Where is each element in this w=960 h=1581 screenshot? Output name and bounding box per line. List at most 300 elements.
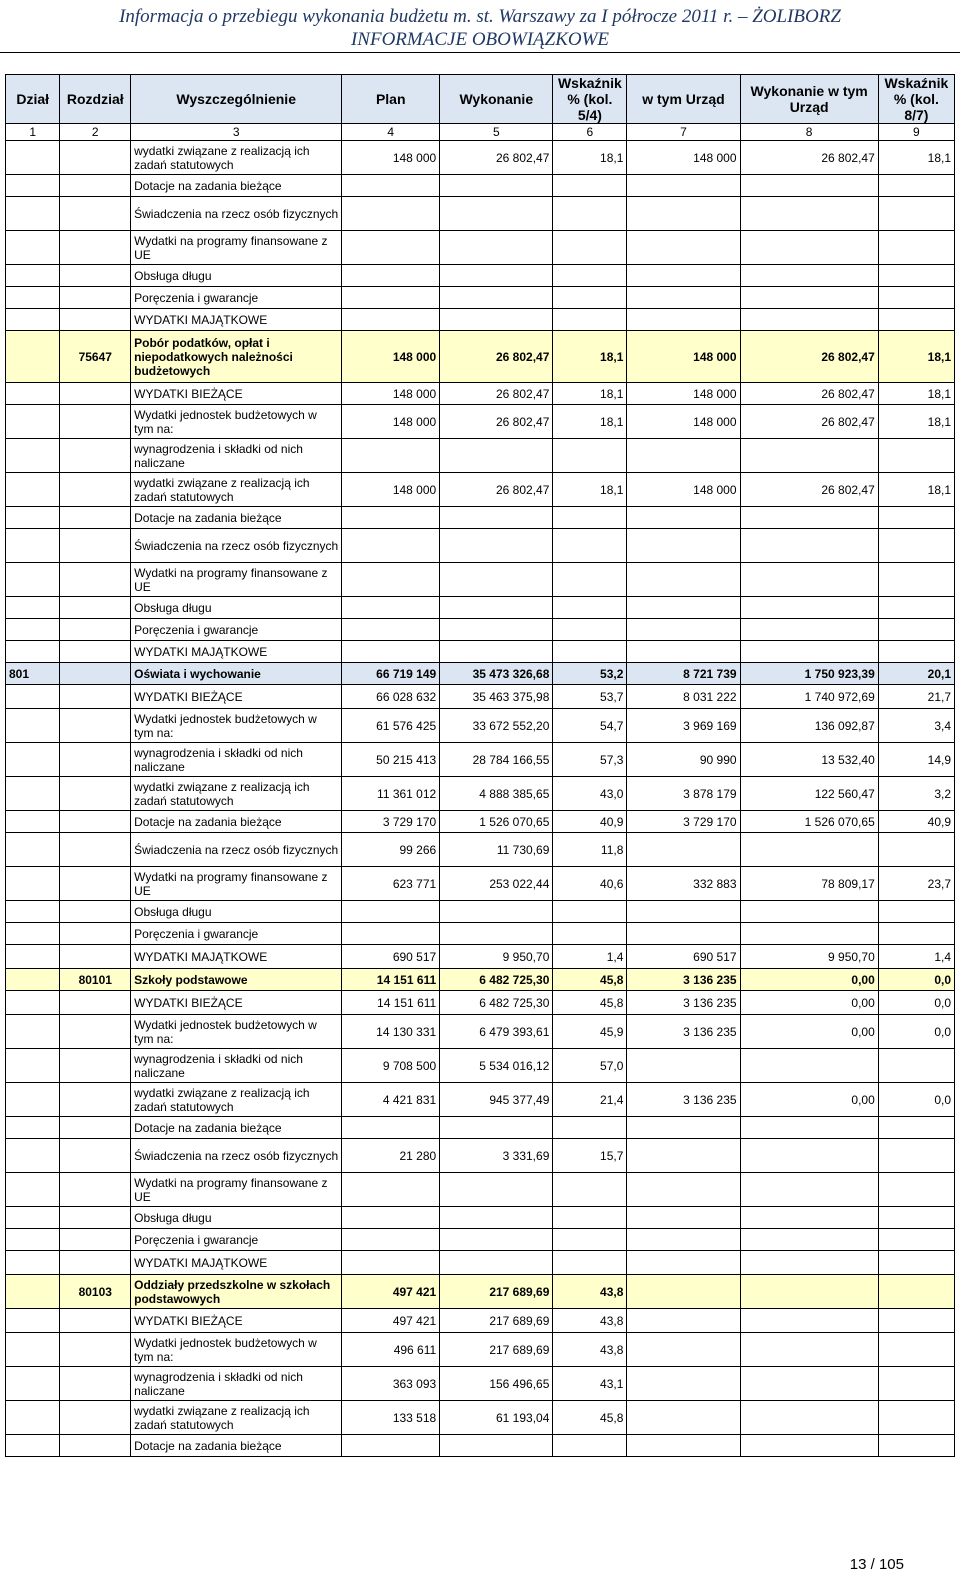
plan-cell: 497 421 xyxy=(342,1275,440,1309)
wykonanie-urzad-cell xyxy=(740,563,878,597)
wykonanie-cell: 253 022,44 xyxy=(440,867,553,901)
dzial-cell xyxy=(6,309,60,331)
w-tym-urzad-cell xyxy=(627,309,740,331)
description-cell: Wydatki na programy finansowane z UE xyxy=(131,1173,342,1207)
wykonanie-urzad-cell: 1 750 923,39 xyxy=(740,663,878,685)
wskaznik-cell xyxy=(553,529,627,563)
plan-cell: 14 151 611 xyxy=(342,969,440,991)
rozdzial-cell xyxy=(60,663,131,685)
table-row xyxy=(6,507,955,529)
wskaznik-urzad-cell xyxy=(878,1049,954,1083)
wykonanie-cell xyxy=(440,563,553,597)
col-header-wskaznik-urzad: Wskaźnik % (kol. 8/7) xyxy=(878,75,954,124)
description-cell: Dotacje na zadania bieżące xyxy=(131,175,342,197)
wskaznik-cell xyxy=(553,507,627,529)
table-row xyxy=(6,833,955,867)
plan-cell xyxy=(342,231,440,265)
rozdzial-cell xyxy=(60,439,131,473)
wskaznik-urzad-cell: 14,9 xyxy=(878,743,954,777)
dzial-cell xyxy=(6,265,60,287)
wykonanie-cell: 945 377,49 xyxy=(440,1083,553,1117)
wskaznik-urzad-cell xyxy=(878,1401,954,1435)
col-header-w-tym-urzad: w tym Urząd xyxy=(627,75,740,124)
dzial-cell xyxy=(6,1139,60,1173)
description-cell: WYDATKI MAJĄTKOWE xyxy=(131,309,342,331)
rozdzial-cell: 75647 xyxy=(60,331,131,383)
description-cell: Oświata i wychowanie xyxy=(131,663,342,685)
wskaznik-urzad-cell: 18,1 xyxy=(878,383,954,405)
dzial-cell xyxy=(6,685,60,709)
description-cell: WYDATKI MAJĄTKOWE xyxy=(131,945,342,969)
w-tym-urzad-cell: 148 000 xyxy=(627,141,740,175)
plan-cell: 497 421 xyxy=(342,1309,440,1333)
wskaznik-cell xyxy=(553,619,627,641)
rozdzial-cell xyxy=(60,867,131,901)
table-row xyxy=(6,1015,955,1049)
plan-cell xyxy=(342,507,440,529)
plan-cell xyxy=(342,563,440,597)
dzial-cell xyxy=(6,1049,60,1083)
wykonanie-cell: 3 331,69 xyxy=(440,1139,553,1173)
wskaznik-urzad-cell xyxy=(878,265,954,287)
description-cell: Obsługa długu xyxy=(131,1207,342,1229)
description-cell: wydatki związane z realizacją ich zadań statutowych xyxy=(131,141,342,175)
wykonanie-cell: 26 802,47 xyxy=(440,383,553,405)
description-cell: WYDATKI BIEŻĄCE xyxy=(131,383,342,405)
wskaznik-cell xyxy=(553,1207,627,1229)
dzial-cell xyxy=(6,231,60,265)
rozdzial-cell: 80101 xyxy=(60,969,131,991)
wykonanie-urzad-cell xyxy=(740,265,878,287)
rozdzial-cell xyxy=(60,811,131,833)
col-number: 8 xyxy=(740,124,878,141)
wykonanie-cell xyxy=(440,923,553,945)
wskaznik-cell xyxy=(553,1117,627,1139)
wskaznik-urzad-cell xyxy=(878,901,954,923)
description-cell: wynagrodzenia i składki od nich naliczane xyxy=(131,743,342,777)
wskaznik-cell xyxy=(553,901,627,923)
wykonanie-urzad-cell xyxy=(740,1207,878,1229)
plan-cell: 61 576 425 xyxy=(342,709,440,743)
dzial-cell: 801 xyxy=(6,663,60,685)
table-row xyxy=(6,1083,955,1117)
rozdzial-cell xyxy=(60,743,131,777)
plan-cell xyxy=(342,923,440,945)
wskaznik-cell: 18,1 xyxy=(553,405,627,439)
wykonanie-urzad-cell: 1 526 070,65 xyxy=(740,811,878,833)
dzial-cell xyxy=(6,1117,60,1139)
rozdzial-cell xyxy=(60,1117,131,1139)
wskaznik-urzad-cell xyxy=(878,1435,954,1457)
wskaznik-cell: 43,8 xyxy=(553,1309,627,1333)
rozdzial-cell xyxy=(60,1049,131,1083)
wykonanie-urzad-cell xyxy=(740,309,878,331)
wykonanie-cell: 156 496,65 xyxy=(440,1367,553,1401)
col-header-plan: Plan xyxy=(342,75,440,124)
wskaznik-cell: 57,0 xyxy=(553,1049,627,1083)
plan-cell: 11 361 012 xyxy=(342,777,440,811)
wykonanie-urzad-cell xyxy=(740,1309,878,1333)
column-header-row xyxy=(6,75,955,124)
rozdzial-cell xyxy=(60,141,131,175)
wskaznik-cell xyxy=(553,597,627,619)
wskaznik-cell: 45,8 xyxy=(553,991,627,1015)
col-header-wyszczegolnienie: Wyszczególnienie xyxy=(131,75,342,124)
wskaznik-urzad-cell xyxy=(878,529,954,563)
wykonanie-urzad-cell xyxy=(740,197,878,231)
wykonanie-urzad-cell: 26 802,47 xyxy=(740,383,878,405)
table-row xyxy=(6,641,955,663)
wykonanie-cell: 26 802,47 xyxy=(440,405,553,439)
wskaznik-urzad-cell xyxy=(878,439,954,473)
wskaznik-urzad-cell xyxy=(878,641,954,663)
dzial-cell xyxy=(6,1309,60,1333)
w-tym-urzad-cell xyxy=(627,901,740,923)
rozdzial-cell xyxy=(60,1309,131,1333)
wykonanie-urzad-cell: 26 802,47 xyxy=(740,141,878,175)
description-cell: Świadczenia na rzecz osób fizycznych xyxy=(131,1139,342,1173)
wskaznik-cell xyxy=(553,1173,627,1207)
description-cell: WYDATKI BIEŻĄCE xyxy=(131,1309,342,1333)
col-number: 2 xyxy=(60,124,131,141)
table-row xyxy=(6,141,955,175)
description-cell: wydatki związane z realizacją ich zadań statutowych xyxy=(131,1401,342,1435)
description-cell: Obsługa długu xyxy=(131,597,342,619)
description-cell: Pobór podatków, opłat i niepodatkowych należności budżetowych xyxy=(131,331,342,383)
plan-cell: 496 611 xyxy=(342,1333,440,1367)
wykonanie-cell xyxy=(440,1117,553,1139)
wskaznik-cell: 18,1 xyxy=(553,141,627,175)
wykonanie-urzad-cell xyxy=(740,1401,878,1435)
wykonanie-cell xyxy=(440,1229,553,1251)
rozdzial-cell xyxy=(60,1435,131,1457)
dzial-cell xyxy=(6,641,60,663)
dzial-cell xyxy=(6,1083,60,1117)
description-cell: Dotacje na zadania bieżące xyxy=(131,811,342,833)
wykonanie-cell xyxy=(440,287,553,309)
wykonanie-cell xyxy=(440,197,553,231)
wskaznik-urzad-cell xyxy=(878,197,954,231)
wykonanie-cell xyxy=(440,1435,553,1457)
plan-cell: 148 000 xyxy=(342,141,440,175)
table-row xyxy=(6,405,955,439)
wykonanie-cell: 4 888 385,65 xyxy=(440,777,553,811)
table-row xyxy=(6,619,955,641)
table-row xyxy=(6,709,955,743)
plan-cell: 66 028 632 xyxy=(342,685,440,709)
plan-cell xyxy=(342,1117,440,1139)
wykonanie-cell: 217 689,69 xyxy=(440,1333,553,1367)
wskaznik-urzad-cell: 40,9 xyxy=(878,811,954,833)
wykonanie-urzad-cell xyxy=(740,833,878,867)
wykonanie-urzad-cell xyxy=(740,439,878,473)
dzial-cell xyxy=(6,991,60,1015)
plan-cell: 3 729 170 xyxy=(342,811,440,833)
description-cell: Świadczenia na rzecz osób fizycznych xyxy=(131,529,342,563)
dzial-cell xyxy=(6,1207,60,1229)
rozdzial-cell xyxy=(60,777,131,811)
description-cell: wynagrodzenia i składki od nich naliczane xyxy=(131,439,342,473)
description-cell: wydatki związane z realizacją ich zadań statutowych xyxy=(131,1083,342,1117)
table-row xyxy=(6,1139,955,1173)
wykonanie-cell: 217 689,69 xyxy=(440,1275,553,1309)
table-row xyxy=(6,811,955,833)
wskaznik-urzad-cell: 3,4 xyxy=(878,709,954,743)
document-header-subtitle: INFORMACJE OBOWIĄZKOWE xyxy=(350,29,610,50)
description-cell: Obsługa długu xyxy=(131,901,342,923)
w-tym-urzad-cell: 332 883 xyxy=(627,867,740,901)
wykonanie-urzad-cell xyxy=(740,1333,878,1367)
w-tym-urzad-cell xyxy=(627,641,740,663)
wskaznik-urzad-cell: 0,0 xyxy=(878,1083,954,1117)
description-cell: Wydatki na programy finansowane z UE xyxy=(131,231,342,265)
table-row xyxy=(6,331,955,383)
w-tym-urzad-cell: 3 136 235 xyxy=(627,1083,740,1117)
table-row xyxy=(6,563,955,597)
col-number: 5 xyxy=(440,124,553,141)
rozdzial-cell xyxy=(60,405,131,439)
rozdzial-cell xyxy=(60,1207,131,1229)
wykonanie-cell: 6 482 725,30 xyxy=(440,991,553,1015)
plan-cell xyxy=(342,309,440,331)
w-tym-urzad-cell xyxy=(627,1435,740,1457)
dzial-cell xyxy=(6,197,60,231)
wykonanie-cell xyxy=(440,619,553,641)
description-cell: Świadczenia na rzecz osób fizycznych xyxy=(131,833,342,867)
wykonanie-cell xyxy=(440,1207,553,1229)
wskaznik-urzad-cell: 0,0 xyxy=(878,991,954,1015)
rozdzial-cell xyxy=(60,991,131,1015)
wskaznik-cell xyxy=(553,1229,627,1251)
rozdzial-cell xyxy=(60,1367,131,1401)
w-tym-urzad-cell xyxy=(627,1367,740,1401)
w-tym-urzad-cell xyxy=(627,619,740,641)
wskaznik-urzad-cell xyxy=(878,833,954,867)
description-cell: Poręczenia i gwarancje xyxy=(131,287,342,309)
wskaznik-cell: 1,4 xyxy=(553,945,627,969)
w-tym-urzad-cell: 3 136 235 xyxy=(627,1015,740,1049)
description-cell: Wydatki na programy finansowane z UE xyxy=(131,867,342,901)
wykonanie-cell xyxy=(440,231,553,265)
dzial-cell xyxy=(6,563,60,597)
wskaznik-cell xyxy=(553,1251,627,1275)
rozdzial-cell xyxy=(60,901,131,923)
plan-cell: 690 517 xyxy=(342,945,440,969)
budget-table xyxy=(5,74,955,1457)
wykonanie-urzad-cell xyxy=(740,1251,878,1275)
dzial-cell xyxy=(6,619,60,641)
rozdzial-cell xyxy=(60,1139,131,1173)
rozdzial-cell xyxy=(60,287,131,309)
wykonanie-urzad-cell: 26 802,47 xyxy=(740,473,878,507)
table-row xyxy=(6,901,955,923)
wykonanie-cell xyxy=(440,507,553,529)
wykonanie-urzad-cell: 136 092,87 xyxy=(740,709,878,743)
wskaznik-cell: 54,7 xyxy=(553,709,627,743)
description-cell: WYDATKI MAJĄTKOWE xyxy=(131,641,342,663)
wskaznik-urzad-cell: 20,1 xyxy=(878,663,954,685)
wskaznik-urzad-cell: 18,1 xyxy=(878,473,954,507)
table-row xyxy=(6,597,955,619)
table-row xyxy=(6,1401,955,1435)
description-cell: Wydatki jednostek budżetowych w tym na: xyxy=(131,1015,342,1049)
w-tym-urzad-cell: 3 136 235 xyxy=(627,991,740,1015)
plan-cell xyxy=(342,529,440,563)
table-row xyxy=(6,197,955,231)
description-cell: WYDATKI MAJĄTKOWE xyxy=(131,1251,342,1275)
wskaznik-cell: 43,1 xyxy=(553,1367,627,1401)
wykonanie-urzad-cell: 13 532,40 xyxy=(740,743,878,777)
wskaznik-cell: 57,3 xyxy=(553,743,627,777)
wskaznik-urzad-cell: 21,7 xyxy=(878,685,954,709)
table-row xyxy=(6,383,955,405)
wykonanie-urzad-cell xyxy=(740,641,878,663)
plan-cell xyxy=(342,1229,440,1251)
plan-cell: 4 421 831 xyxy=(342,1083,440,1117)
wskaznik-cell xyxy=(553,197,627,231)
rozdzial-cell xyxy=(60,1083,131,1117)
wykonanie-urzad-cell xyxy=(740,231,878,265)
wykonanie-cell xyxy=(440,1173,553,1207)
plan-cell xyxy=(342,597,440,619)
wskaznik-cell xyxy=(553,287,627,309)
col-number: 6 xyxy=(553,124,627,141)
dzial-cell xyxy=(6,945,60,969)
wykonanie-urzad-cell: 0,00 xyxy=(740,1015,878,1049)
description-cell: Poręczenia i gwarancje xyxy=(131,923,342,945)
wskaznik-cell: 53,7 xyxy=(553,685,627,709)
dzial-cell xyxy=(6,141,60,175)
table-row xyxy=(6,1309,955,1333)
wykonanie-cell: 9 950,70 xyxy=(440,945,553,969)
wskaznik-urzad-cell xyxy=(878,1139,954,1173)
wskaznik-cell: 40,6 xyxy=(553,867,627,901)
wskaznik-urzad-cell xyxy=(878,1275,954,1309)
description-cell: Wydatki jednostek budżetowych w tym na: xyxy=(131,709,342,743)
wykonanie-cell: 28 784 166,55 xyxy=(440,743,553,777)
dzial-cell xyxy=(6,1275,60,1309)
wskaznik-cell: 43,0 xyxy=(553,777,627,811)
wykonanie-urzad-cell xyxy=(740,175,878,197)
table-row xyxy=(6,287,955,309)
dzial-cell xyxy=(6,969,60,991)
wskaznik-urzad-cell xyxy=(878,231,954,265)
w-tym-urzad-cell xyxy=(627,1275,740,1309)
description-cell: Oddziały przedszkolne w szkołach podstawowych xyxy=(131,1275,342,1309)
w-tym-urzad-cell xyxy=(627,265,740,287)
dzial-cell xyxy=(6,1251,60,1275)
wykonanie-urzad-cell: 0,00 xyxy=(740,991,878,1015)
wykonanie-cell: 6 482 725,30 xyxy=(440,969,553,991)
rozdzial-cell xyxy=(60,473,131,507)
description-cell: WYDATKI BIEŻĄCE xyxy=(131,991,342,1015)
w-tym-urzad-cell xyxy=(627,1333,740,1367)
wskaznik-cell: 11,8 xyxy=(553,833,627,867)
table-row xyxy=(6,777,955,811)
description-cell: wynagrodzenia i składki od nich naliczane xyxy=(131,1367,342,1401)
wskaznik-urzad-cell: 18,1 xyxy=(878,331,954,383)
wskaznik-urzad-cell xyxy=(878,1173,954,1207)
rozdzial-cell xyxy=(60,923,131,945)
description-cell: wydatki związane z realizacją ich zadań statutowych xyxy=(131,777,342,811)
table-row xyxy=(6,1367,955,1401)
wykonanie-cell: 5 534 016,12 xyxy=(440,1049,553,1083)
rozdzial-cell xyxy=(60,1015,131,1049)
w-tym-urzad-cell: 8 721 739 xyxy=(627,663,740,685)
plan-cell: 148 000 xyxy=(342,331,440,383)
table-row xyxy=(6,867,955,901)
wskaznik-urzad-cell xyxy=(878,923,954,945)
col-header-wykonanie-urzad: Wykonanie w tym Urząd xyxy=(740,75,878,124)
w-tym-urzad-cell xyxy=(627,529,740,563)
w-tym-urzad-cell: 148 000 xyxy=(627,473,740,507)
wykonanie-cell xyxy=(440,309,553,331)
wskaznik-urzad-cell: 1,4 xyxy=(878,945,954,969)
wykonanie-cell xyxy=(440,901,553,923)
wskaznik-urzad-cell xyxy=(878,507,954,529)
plan-cell xyxy=(342,287,440,309)
w-tym-urzad-cell xyxy=(627,1139,740,1173)
wskaznik-urzad-cell xyxy=(878,1367,954,1401)
wykonanie-cell: 26 802,47 xyxy=(440,473,553,507)
wykonanie-cell: 26 802,47 xyxy=(440,331,553,383)
wskaznik-cell: 18,1 xyxy=(553,383,627,405)
wskaznik-urzad-cell: 23,7 xyxy=(878,867,954,901)
wskaznik-cell xyxy=(553,563,627,597)
wykonanie-cell: 35 463 375,98 xyxy=(440,685,553,709)
w-tym-urzad-cell: 148 000 xyxy=(627,331,740,383)
rozdzial-cell: 80103 xyxy=(60,1275,131,1309)
plan-cell: 148 000 xyxy=(342,383,440,405)
wykonanie-urzad-cell: 0,00 xyxy=(740,1083,878,1117)
w-tym-urzad-cell xyxy=(627,287,740,309)
table-row xyxy=(6,1435,955,1457)
rozdzial-cell xyxy=(60,507,131,529)
description-cell: Dotacje na zadania bieżące xyxy=(131,1117,342,1139)
col-number: 4 xyxy=(342,124,440,141)
w-tym-urzad-cell xyxy=(627,923,740,945)
wskaznik-urzad-cell xyxy=(878,1207,954,1229)
wykonanie-urzad-cell xyxy=(740,1367,878,1401)
wykonanie-urzad-cell xyxy=(740,507,878,529)
wykonanie-urzad-cell xyxy=(740,1275,878,1309)
table-row xyxy=(6,1275,955,1309)
wskaznik-urzad-cell xyxy=(878,287,954,309)
w-tym-urzad-cell xyxy=(627,1401,740,1435)
wskaznik-cell: 53,2 xyxy=(553,663,627,685)
wskaznik-cell: 15,7 xyxy=(553,1139,627,1173)
wskaznik-urzad-cell xyxy=(878,597,954,619)
rozdzial-cell xyxy=(60,945,131,969)
table-row xyxy=(6,1117,955,1139)
plan-cell: 363 093 xyxy=(342,1367,440,1401)
description-cell: WYDATKI BIEŻĄCE xyxy=(131,685,342,709)
table-row xyxy=(6,1049,955,1083)
table-row xyxy=(6,1207,955,1229)
rozdzial-cell xyxy=(60,1333,131,1367)
w-tym-urzad-cell: 148 000 xyxy=(627,405,740,439)
description-cell: wynagrodzenia i składki od nich naliczane xyxy=(131,1049,342,1083)
wskaznik-urzad-cell xyxy=(878,175,954,197)
wskaznik-cell: 45,8 xyxy=(553,969,627,991)
rozdzial-cell xyxy=(60,175,131,197)
wskaznik-urzad-cell xyxy=(878,619,954,641)
table-body xyxy=(6,141,955,1457)
wykonanie-urzad-cell xyxy=(740,923,878,945)
w-tym-urzad-cell: 3 136 235 xyxy=(627,969,740,991)
table-row xyxy=(6,969,955,991)
wskaznik-urzad-cell xyxy=(878,1251,954,1275)
